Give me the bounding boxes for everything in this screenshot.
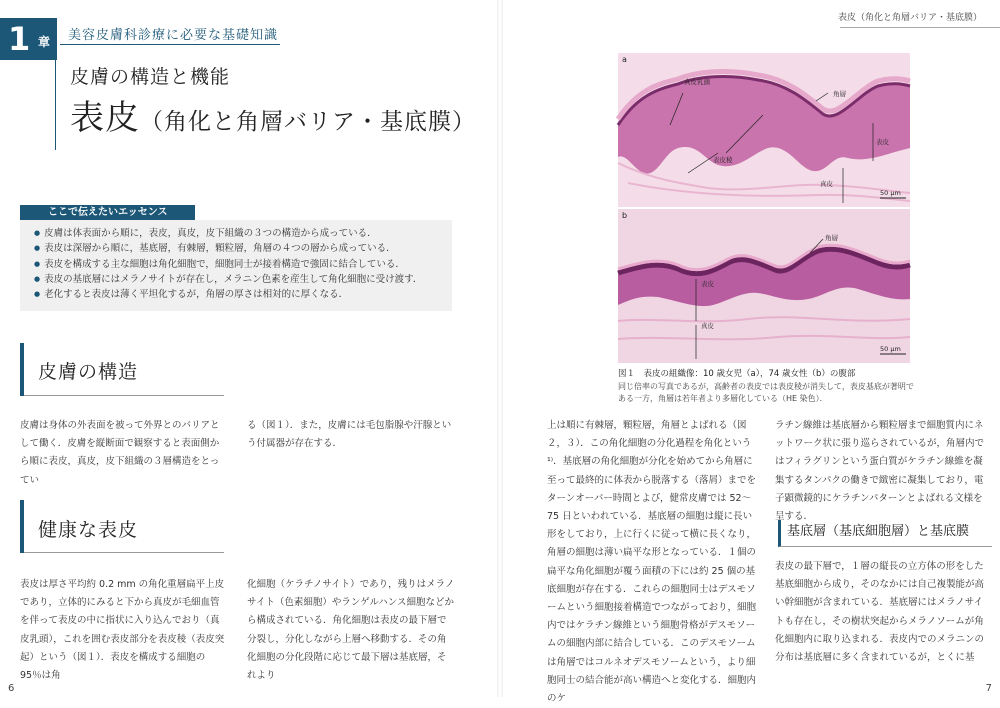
chapter-number: 1 <box>8 20 31 58</box>
page-title-sub: （角化と角層バリア・基底膜） <box>140 109 476 135</box>
essence-item: ● 皮膚は体表面から順に，表皮，真皮，皮下組織の３つの構造から成っている． <box>34 226 452 241</box>
label-epidermal-ridge: 表皮稜 <box>713 156 733 164</box>
figure-caption-body: 同じ倍率の写真であるが，高齢者の表皮では表皮稜が消失して，表皮基底が著明である一方，角層は若年者より多層化している（HE 染色）． <box>618 382 914 403</box>
essence-label: ここで伝えたいエッセンス <box>20 205 195 221</box>
body-text: 表皮の最下層で，１層の縦長の立方体の形をした基底細胞から成り，そのなかには自己複製能が高い幹細胞が含まれている．基底層にはメラノサイトも存在し，その樹状突起からメラノソームが角化細胞内に取り込まれる．表皮内でのメラニンの分布は基底層に多く含まれているが，とくに基 <box>775 561 985 664</box>
chapter-title: 美容皮膚科診療に必要な基礎知識 <box>68 28 279 43</box>
body-text: 上は順に有棘層，顆粒層，角層とよばれる（図２，３）．この角化細胞の分化過程を角化という¹⁾．基底層の角化細胞が分化を始めてから角層に至って最終的に体表から脱落する（落屑）までをターンオーバー時間とよび，健常皮膚では 52〜75 日といわれている．基底層の細胞は縦に長い形をしており，上に行くに従って横に長くなり，角層の細胞は薄い扁平な形となっている．１個の扁平な角化細胞が覆う面積の下には約 25 個の基底細胞が存在する．これらの細胞同士はデスモソームという細胞接着構造でつながっており，細胞内ではケラチン線維という細胞骨格がデスモソームの細胞内部に結合している．このデスモソームは角層ではコルネオデスモソームという，より細胞同士の結合能が高い構造へと変化する．細胞内のケ <box>547 420 757 705</box>
label-horny-layer: 角層 <box>825 234 838 242</box>
label-epidermis: 表皮 <box>876 138 889 146</box>
heading-bar <box>20 500 24 553</box>
page-number: 7 <box>985 683 992 694</box>
figure-caption-title: 図１ 表皮の組織像：10 歳女児（a），74 歳女性（b）の腹部 <box>618 369 856 379</box>
left-page <box>0 0 500 697</box>
chapter-title-rule <box>60 44 280 45</box>
scale-bar-label: 50 μm <box>880 189 901 197</box>
running-head-rule <box>840 27 1000 28</box>
label-horny-layer: 角層 <box>833 90 846 98</box>
micrograph-a-image <box>618 53 910 207</box>
essence-item: ● 表皮を構成する主な細胞は角化細胞で，細胞同士が接着構造で強固に結合している． <box>34 257 452 272</box>
figure-1a-micrograph <box>618 53 910 207</box>
essence-item: ● 表皮は深層から順に，基底層，有棘層，顆粒層，角層の４つの層から成っている． <box>34 241 452 256</box>
figure-1b-micrograph <box>618 209 910 363</box>
label-epidermis: 表皮 <box>701 280 714 288</box>
chapter-badge <box>0 18 57 60</box>
heading-rule <box>24 395 224 396</box>
scale-bar-label: 50 μm <box>880 345 901 353</box>
essence-list <box>20 220 452 302</box>
label-dermis: 真皮 <box>701 322 714 330</box>
label-dermis: 真皮 <box>820 180 833 188</box>
subheading-basal-layer: 基底層（基底細胞層）と基底膜 <box>778 520 992 547</box>
page-title <box>70 90 476 139</box>
body-text: 化細胞（ケラチノサイト）であり，残りはメラノサイト（色素細胞）やランゲルハンス細胞などから構成されている．角化細胞は表皮の最下層で分裂し，分化しながら上層へ移動する．その角化細胞の分化段階に応じて最下層は基底層，それより <box>247 579 455 682</box>
heading-rule <box>24 552 224 553</box>
figure-letter: b <box>622 211 628 220</box>
running-head: 表皮（角化と角層バリア・基底膜） <box>837 13 982 23</box>
heading-healthy-epidermis: 健康な表皮 <box>38 519 139 541</box>
heading-bar <box>20 343 24 396</box>
body-text: ラチン線維は基底層から顆粒層まで細胞質内にネットワーク状に張り巡らされているが，角層内ではフィラグリンという蛋白質がケラチン線維を凝集するタンパクの働きで緻密に凝集しており，電子顕微鏡的にケラチンパターンとよばれる文様を呈する． <box>775 420 985 523</box>
essence-item: ● 老化すると表皮は薄く平坦化するが，角層の厚さは相対的に厚くなる． <box>34 287 452 302</box>
essence-item: ● 表皮の基底層にはメラノサイトが存在し，メラニン色素を産生して角化細胞に受け渡す． <box>34 272 452 287</box>
chapter-label: 章 <box>38 35 51 49</box>
micrograph-b-image <box>618 209 910 363</box>
body-text: 皮膚は身体の外表面を被って外界とのバリアとして働く．皮膚を縦断面で観察すると表面側から順に表皮，真皮，皮下組織の３層構造をとってい <box>20 420 220 486</box>
right-page <box>500 0 1000 705</box>
section-title: 皮膚の構造と機能 <box>70 66 231 88</box>
page-title-main: 表皮 <box>70 98 140 138</box>
heading-skin-structure: 皮膚の構造 <box>38 361 139 383</box>
title-vertical-rule <box>55 60 56 150</box>
page-number: 6 <box>8 683 15 694</box>
body-text: る（図１）．また，皮膚には毛包脂腺や汗腺という付属器が存在する． <box>247 420 452 450</box>
essence-box <box>20 220 452 311</box>
body-text: 表皮は厚さ平均約 0.2 mm の角化重層扁平上皮であり，立体的にみると下から真皮が毛細血管を伴って表皮の中に指状に入り込んでおり（真皮乳頭），これを囲む表皮部分を表皮稜（表皮突起）という（図１）．表皮を構成する細胞の 95％は角 <box>20 579 225 682</box>
label-dermal-papilla: 真皮乳頭 <box>684 78 710 86</box>
figure-letter: a <box>622 55 627 64</box>
